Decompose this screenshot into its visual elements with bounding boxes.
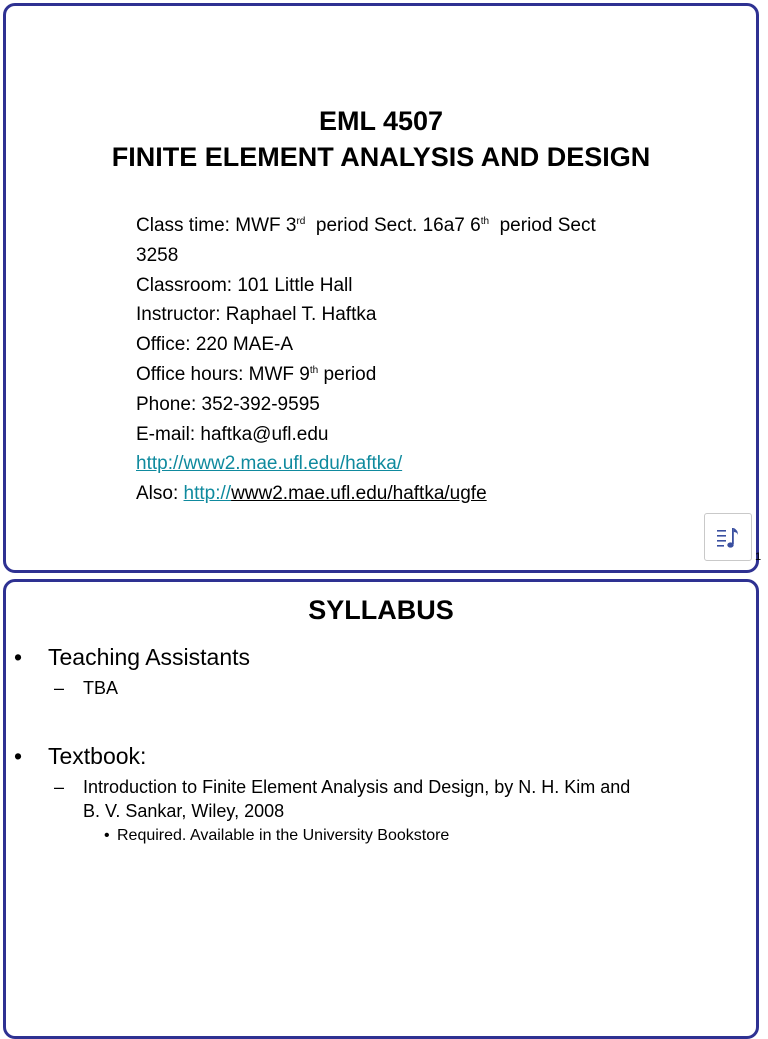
also-link[interactable]: http:// — [183, 483, 232, 505]
bullet-marker: • — [14, 743, 23, 769]
email: E-mail: haftka@ufl.edu — [136, 423, 329, 445]
slide-1 — [3, 3, 762, 573]
classroom: Classroom: 101 Little Hall — [136, 274, 353, 296]
also-line: Also: http://www2.mae.ufl.edu/haftka/ugfe — [136, 483, 487, 505]
bullet-marker: • — [14, 644, 23, 670]
office: Office: 220 MAE-A — [136, 334, 293, 356]
bullet-marker: • — [104, 827, 110, 844]
slide-2-title: SYLLABUS — [308, 595, 454, 625]
dash-marker: – — [54, 678, 65, 698]
bullet-teaching-assistants: • Teaching Assistants — [14, 644, 251, 670]
instructor: Instructor: Raphael T. Haftka — [136, 304, 377, 326]
class-time-continued: 3258 — [136, 244, 179, 266]
class-time: Class time: MWF 3rd period Sect. 16a7 6th period Sect — [136, 215, 596, 236]
audio-playlist-icon[interactable] — [704, 513, 752, 561]
office-hours: Office hours: MWF 9th period — [136, 363, 377, 385]
slide-2 — [3, 579, 759, 1039]
homepage-line — [136, 449, 676, 479]
sub-bullet-textbook-title: – Introduction to Finite Element Analysis and Design, by N. H. Kim and B. V. Sankar, Wiley, 2008 — [54, 777, 631, 821]
phone: Phone: 352-392-9595 — [136, 393, 320, 415]
page-number: 1 — [755, 551, 762, 563]
dash-marker: – — [54, 777, 65, 797]
sub-sub-bullet-required: • Required. Available in the University Bookstore — [104, 827, 450, 844]
audio-playlist-glyph — [716, 526, 742, 550]
bullet-textbook: • Textbook: — [14, 743, 147, 769]
course-info — [136, 211, 676, 509]
sub-bullet-tba: – TBA — [54, 678, 119, 698]
homepage-link[interactable]: http://www2.mae.ufl.edu/haftka/ — [136, 453, 403, 475]
course-code: EML 4507 — [318, 106, 444, 136]
slide-1-title — [6, 103, 756, 175]
course-name: FINITE ELEMENT ANALYSIS AND DESIGN — [111, 142, 651, 172]
also-link-rest: www2.mae.ufl.edu/haftka/ugfe — [231, 483, 487, 505]
